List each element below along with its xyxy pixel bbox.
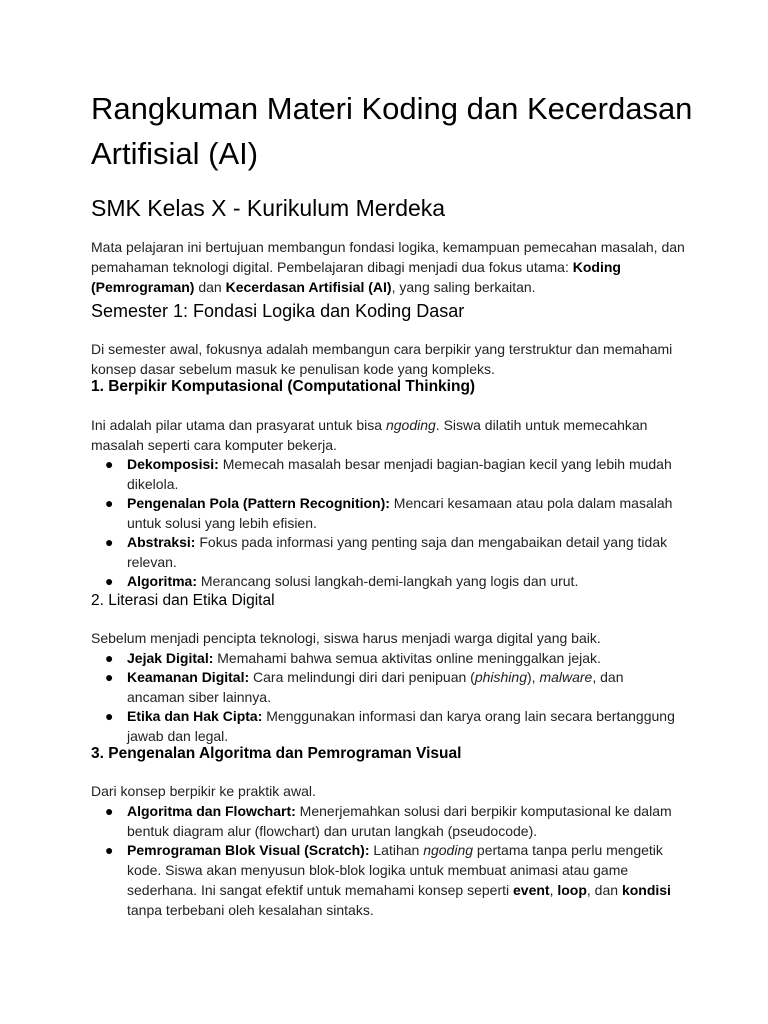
section3-intro: Dari konsep berpikir ke praktik awal. bbox=[91, 783, 316, 799]
bullet-icon: ● bbox=[105, 650, 114, 666]
semester1-heading: Semester 1: Fondasi Logika dan Koding Dasar bbox=[91, 301, 465, 321]
section2-intro: Sebelum menjadi pencipta teknologi, siswa harus menjadi warga digital yang baik. bbox=[91, 630, 601, 646]
bullet-icon: ● bbox=[105, 495, 114, 511]
list-item-algoritma: Algoritma: Merancang solusi langkah-demi-langkah yang logis dan urut. bbox=[127, 573, 579, 589]
bullet-icon: ● bbox=[105, 708, 114, 724]
section2-heading: 2. Literasi dan Etika Digital bbox=[91, 592, 275, 609]
list-item-abstraksi: Abstraksi: Fokus pada informasi yang penting saja dan mengabaikan detail yang tidak relevan. bbox=[127, 534, 668, 570]
bullet-icon: ● bbox=[105, 842, 114, 858]
section1-intro: Ini adalah pilar utama dan prasyarat untuk bisa ngoding. Siswa dilatih untuk memecahkan masalah seperti cara komputer bekerja. bbox=[91, 417, 648, 453]
semester1-intro: Di semester awal, fokusnya adalah membangun cara berpikir yang terstruktur dan memahami konsep dasar sebelum masuk ke penulisan kode yang kompleks. bbox=[91, 341, 673, 377]
section3-heading: 3. Pengenalan Algoritma dan Pemrograman Visual bbox=[91, 745, 462, 762]
list-item-jejak-digital: Jejak Digital: Memahami bahwa semua aktivitas online meninggalkan jejak. bbox=[127, 650, 601, 666]
koding-bold-term: Koding (Pemrograman) bbox=[91, 259, 621, 295]
intro-paragraph: Mata pelajaran ini bertujuan membangun fondasi logika, kemampuan pemecahan masalah, dan pemahaman teknologi digital. Pembelajaran dibagi menjadi dua fokus utama: Koding (Pemrograman) dan Kecerdasan Artifisial (AI), yang saling berkaitan. bbox=[91, 239, 685, 295]
bullet-icon: ● bbox=[105, 669, 114, 685]
bullet-icon: ● bbox=[105, 456, 114, 472]
document-title: Rangkuman Materi Koding dan Kecerdasan Artifisial (AI) bbox=[91, 91, 693, 171]
list-item-pemrograman-blok-visual: Pemrograman Blok Visual (Scratch): Latihan ngoding pertama tanpa perlu mengetik kode. Siswa akan menyusun blok-blok logika untuk membuat animasi atau game sederhana. Ini sangat efektif untuk memahami konsep seperti event, loop, dan kondisi tanpa terbebani oleh kesalahan sintaks. bbox=[127, 842, 671, 918]
list-item-keamanan-digital: Keamanan Digital: Cara melindungi diri dari penipuan (phishing), malware, dan ancaman siber lainnya. bbox=[127, 669, 624, 705]
list-item-dekomposisi: Dekomposisi: Memecah masalah besar menjadi bagian-bagian kecil yang lebih mudah dikelola. bbox=[127, 456, 672, 492]
list-item-algoritma-flowchart: Algoritma dan Flowchart: Menerjemahkan solusi dari berpikir komputasional ke dalam bentuk diagram alur (flowchart) dan urutan langkah (pseudocode). bbox=[127, 803, 672, 839]
ai-bold-term: Kecerdasan Artifisial (AI) bbox=[225, 279, 392, 295]
bullet-icon: ● bbox=[105, 573, 114, 589]
list-item-pengenalan-pola: Pengenalan Pola (Pattern Recognition): Mencari kesamaan atau pola dalam masalah untuk solusi yang lebih efisien. bbox=[127, 495, 673, 531]
bullet-icon: ● bbox=[105, 534, 114, 550]
document-subtitle: SMK Kelas X - Kurikulum Merdeka bbox=[91, 195, 446, 221]
section1-heading: 1. Berpikir Komputasional (Computational Thinking) bbox=[91, 378, 476, 395]
list-item-etika-hak-cipta: Etika dan Hak Cipta: Menggunakan informasi dan karya orang lain secara bertanggung jawab dan legal. bbox=[127, 708, 675, 744]
bullet-icon: ● bbox=[105, 803, 114, 819]
